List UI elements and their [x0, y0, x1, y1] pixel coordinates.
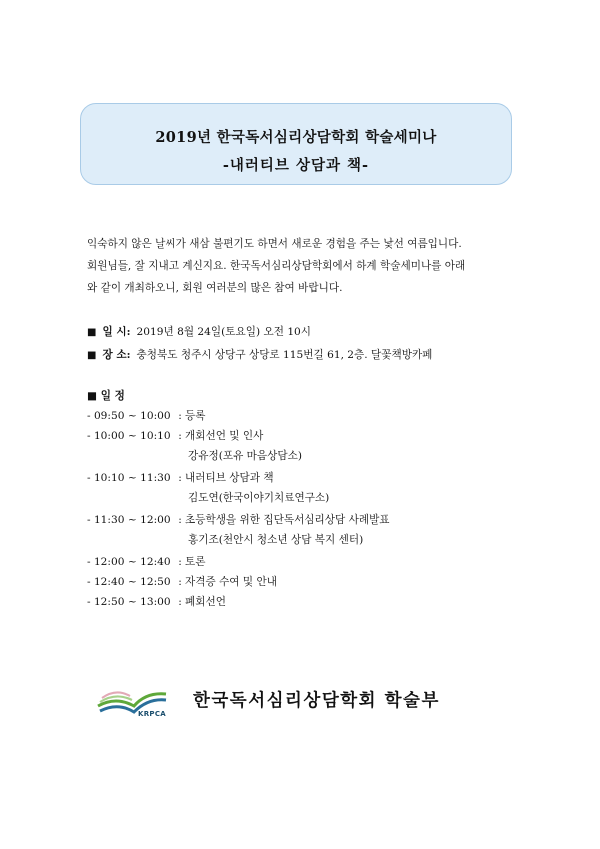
schedule-item: 초등학생을 위한 집단독서심리상담 사례발표 — [185, 514, 390, 526]
page-subtitle: -내러티브 상담과 책- — [222, 157, 370, 174]
square-bullet-icon: ■ — [87, 350, 97, 361]
schedule-sep: : — [178, 556, 182, 568]
schedule-speaker — [87, 446, 390, 468]
date-label: 일 시: — [102, 326, 131, 338]
schedule-item: 내러티브 상담과 책 — [185, 472, 274, 484]
schedule-item: 등록 — [185, 410, 206, 422]
event-info — [87, 321, 432, 367]
schedule-row — [87, 552, 390, 572]
schedule-time: - 12:40 ~ 12:50 — [87, 576, 171, 588]
schedule-item: 개회선언 및 인사 — [185, 430, 264, 442]
place-label: 장 소: — [102, 349, 131, 361]
intro-line-2: 회원님들, 잘 지내고 계신지요. 한국독서심리상담학회에서 하계 학술세미나를 아래 — [87, 260, 466, 272]
schedule-time: - 12:00 ~ 12:40 — [87, 556, 171, 568]
schedule-item: 폐회선언 — [185, 596, 226, 608]
title-box — [80, 103, 512, 185]
speaker-name: 강유정(포유 마음상담소) — [188, 450, 302, 462]
schedule-row — [87, 510, 390, 530]
schedule-sep: : — [178, 576, 182, 588]
schedule-time: - 11:30 ~ 12:00 — [87, 514, 171, 526]
schedule-sep: : — [178, 472, 182, 484]
date-row — [87, 321, 432, 344]
schedule-item: 토론 — [185, 556, 206, 568]
organization-name: 한국독서심리상담학회 학술부 — [193, 691, 440, 711]
speaker-name: 김도연(한국이야기치료연구소) — [188, 492, 330, 504]
schedule-row — [87, 426, 390, 446]
footer — [96, 682, 496, 722]
place-row — [87, 344, 432, 367]
logo-text: KRPCA — [138, 710, 166, 718]
schedule-row — [87, 406, 390, 426]
square-bullet-icon: ■ — [87, 327, 97, 338]
schedule-speaker — [87, 488, 390, 510]
schedule-sep: : — [178, 596, 182, 608]
page-title: 2019년 한국독서심리상담학회 학술세미나 — [155, 129, 437, 146]
schedule-item: 자격증 수여 및 안내 — [185, 576, 277, 588]
schedule-sep: : — [178, 514, 182, 526]
schedule-time: - 10:00 ~ 10:10 — [87, 430, 171, 442]
date-value: 2019년 8월 24일(토요일) 오전 10시 — [136, 326, 312, 338]
schedule-speaker — [87, 530, 390, 552]
speaker-name: 홍기조(천안시 청소년 상담 복지 센터) — [188, 534, 364, 546]
schedule-time: - 12:50 ~ 13:00 — [87, 596, 171, 608]
krpca-logo — [96, 682, 168, 722]
schedule-row — [87, 572, 390, 592]
intro-line-3: 와 같이 개최하오니, 회원 여러분의 많은 참여 바랍니다. — [87, 282, 343, 294]
schedule-sep: : — [178, 410, 182, 422]
schedule-time: - 10:10 ~ 11:30 — [87, 472, 171, 484]
schedule-row — [87, 468, 390, 488]
schedule-heading: ■ 일 정 — [87, 390, 125, 402]
intro-line-1: 익숙하지 않은 날씨가 새삼 불편기도 하면서 새로운 경험을 주는 낯선 여름입니다. — [87, 238, 462, 250]
schedule-row — [87, 592, 390, 612]
schedule-list — [87, 406, 390, 612]
intro-paragraph — [87, 233, 527, 299]
schedule-time: - 09:50 ~ 10:00 — [87, 410, 171, 422]
schedule-sep: : — [178, 430, 182, 442]
place-value: 충청북도 청주시 상당구 상당로 115번길 61, 2층. 달꽃책방카페 — [136, 349, 433, 361]
